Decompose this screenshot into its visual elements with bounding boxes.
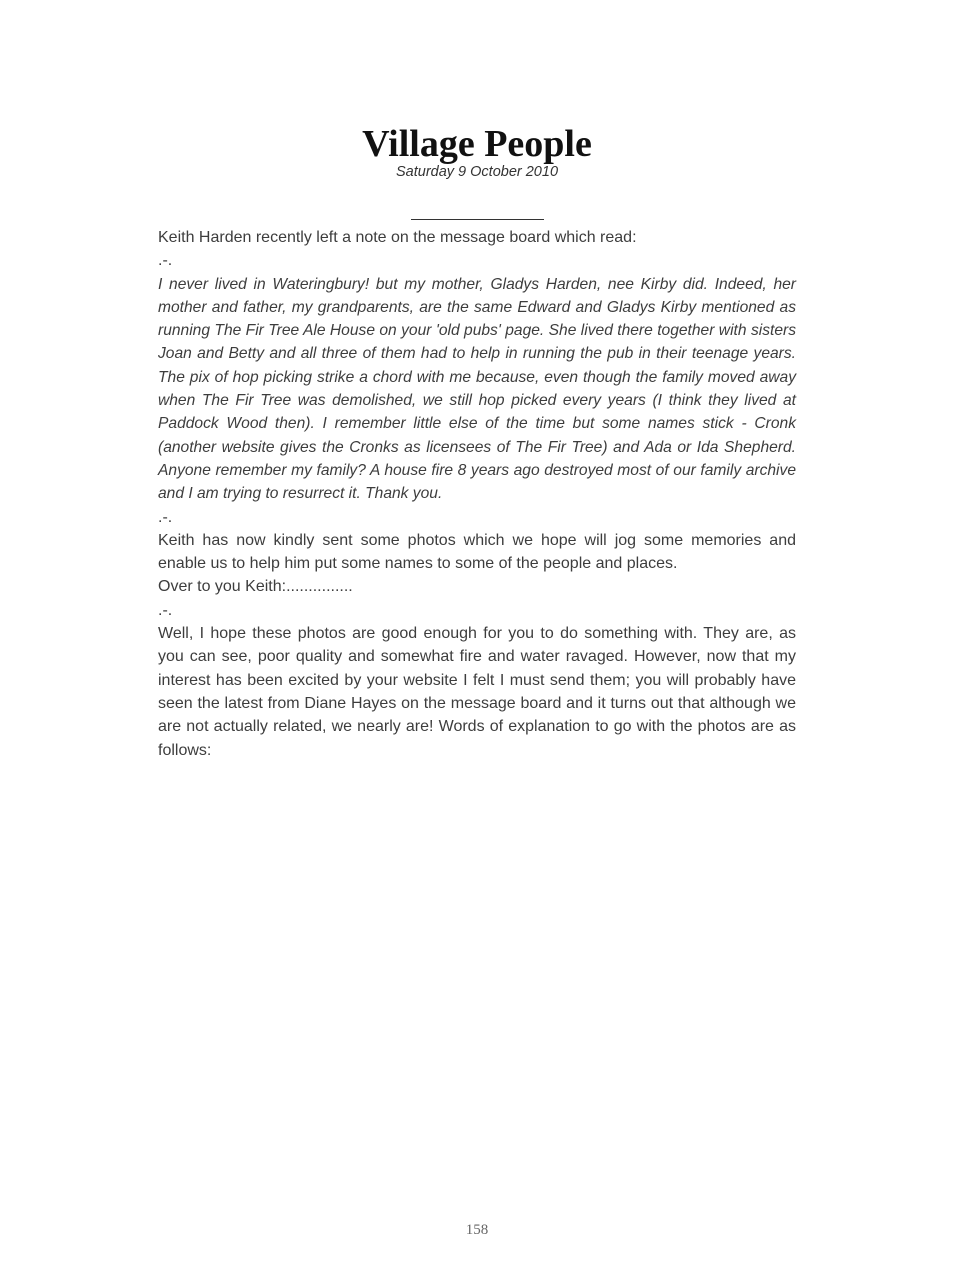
followup-paragraph: Keith has now kindly sent some photos which we hope will jog some memories and enable us to help him put some names to some of the people and places. bbox=[158, 531, 796, 573]
title-divider bbox=[411, 219, 544, 220]
article-body bbox=[158, 226, 796, 762]
letter-paragraph: Well, I hope these photos are good enough for you to do something with. They are, as you can see, poor quality and somewhat fire and water ravaged. However, now that my interest has been excited by your website I felt I must send them; you will probably have seen the latest from Diane Hayes on the message board and it turns out that although we are not actually related, we nearly are! Words of explanation to go with the photos are as follows: bbox=[158, 625, 796, 759]
page-title: Village People bbox=[362, 123, 592, 165]
intro-paragraph: Keith Harden recently left a note on the message board which read: bbox=[158, 229, 637, 246]
quoted-message: I never lived in Wateringbury! but my mother, Gladys Harden, nee Kirby did. Indeed, her mother and father, my grandparents, are the same Edward and Gladys Kirby mentioned as running The Fir Tree Ale House on your 'old pubs' page. She lived there together with sisters Joan and Betty and all three of them had to help in running the pub in their teenage years. The pix of hop picking strike a chord with me because, even though the family moved away when The Fir Tree was demolished, we still hop picked every years (I think they lived at Paddock Wood then). I remember little else of the time but some names stick - Cronk (another website gives the Cronks as licensees of The Fir Tree) and Ada or Ida Shepherd. Anyone remember my family? A house fire 8 years ago destroyed most of our family archive and I am trying to resurrect it. Thank you. bbox=[158, 275, 796, 503]
handover-line: Over to you Keith:............... bbox=[158, 578, 353, 596]
separator: .-. bbox=[158, 252, 173, 270]
separator: .-. bbox=[158, 508, 173, 526]
separator: .-. bbox=[158, 601, 173, 619]
post-date: Saturday 9 October 2010 bbox=[395, 164, 559, 180]
page-number: 158 bbox=[465, 1222, 489, 1238]
